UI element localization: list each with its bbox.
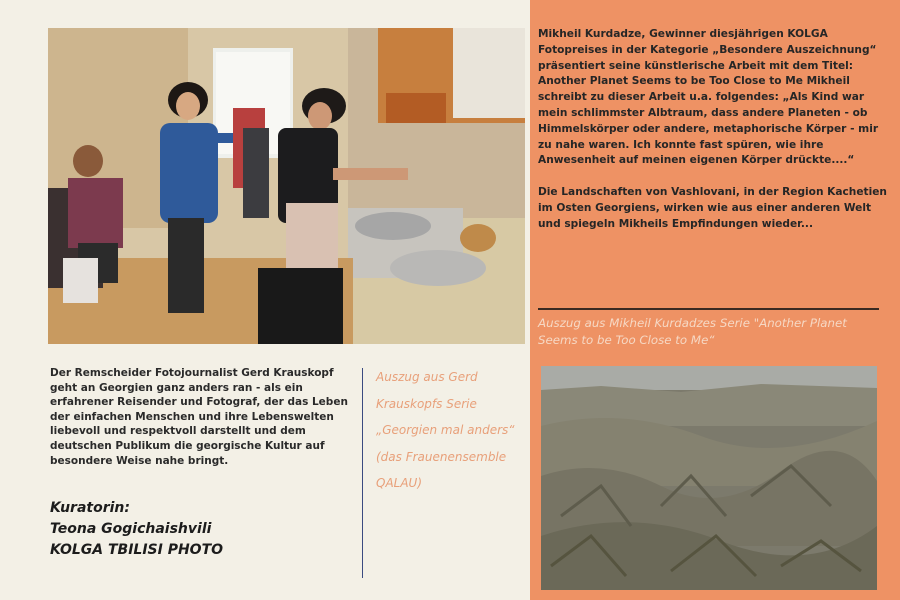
kurdadze-text xyxy=(538,27,890,233)
curator-block xyxy=(50,498,350,561)
kurdadze-series-caption: Auszug aus Mikheil Kurdadzes Serie "Another Planet Seems to be Too Close to Me“ xyxy=(538,316,847,347)
horizontal-rule xyxy=(538,308,879,310)
photographer-description: Der Remscheider Fotojournalist Gerd Krauskopf geht an Georgien ganz anders ran - als ein erfahrener Reisender und Fotograf, der das Leben der einfachen Menschen und ihre Lebenswelten liebevoll und respektvoll darstellt und dem deutschen Publikum die georgische Kultur auf besondere Weise nahe bringt. xyxy=(50,367,348,467)
kurdadze-paragraph-2: Die Landschaften von Vashlovani, in der Region Kachetien im Osten Georgiens, wirken wie aus einer anderen Welt und spiegeln Mikheils Empfindungen wieder... xyxy=(538,186,887,230)
kurdadze-paragraph-1: Mikheil Kurdadze, Gewinner diesjährigen KOLGA Fotopreises in der Kategorie „Besondere Auszeichnung“ präsentiert seine künstlerische Arbeit mit dem Titel: Another Planet Seems to be Too Close to Me Mikheil schreibt zu dieser Arbeit u.a. folgendes: „Als Kind war mein schlimmster Albtraum, dass andere Planeten - ob Himmelskörper oder andere, metaphorische Körper - mir zu nahe waren. Ich konnte fast spüren, wie ihre Anwesenheit auf meinen eigenen Körper drückte....“ xyxy=(538,28,879,167)
curator-name: Teona Gogichaishvili xyxy=(50,521,212,537)
landscape-photo-image xyxy=(541,366,877,590)
landscape-photo xyxy=(541,366,877,590)
krauskopf-series-caption: Auszug aus Gerd Krauskopfs Serie „Georgien mal anders“ (das Frauenensemble QALAU) xyxy=(376,370,515,490)
kitchen-photo-image xyxy=(48,28,525,344)
vertical-divider xyxy=(362,368,363,578)
kitchen-photo xyxy=(48,28,525,344)
curator-label: Kuratorin: xyxy=(50,500,130,516)
curator-organization: KOLGA TBILISI PHOTO xyxy=(50,542,224,558)
